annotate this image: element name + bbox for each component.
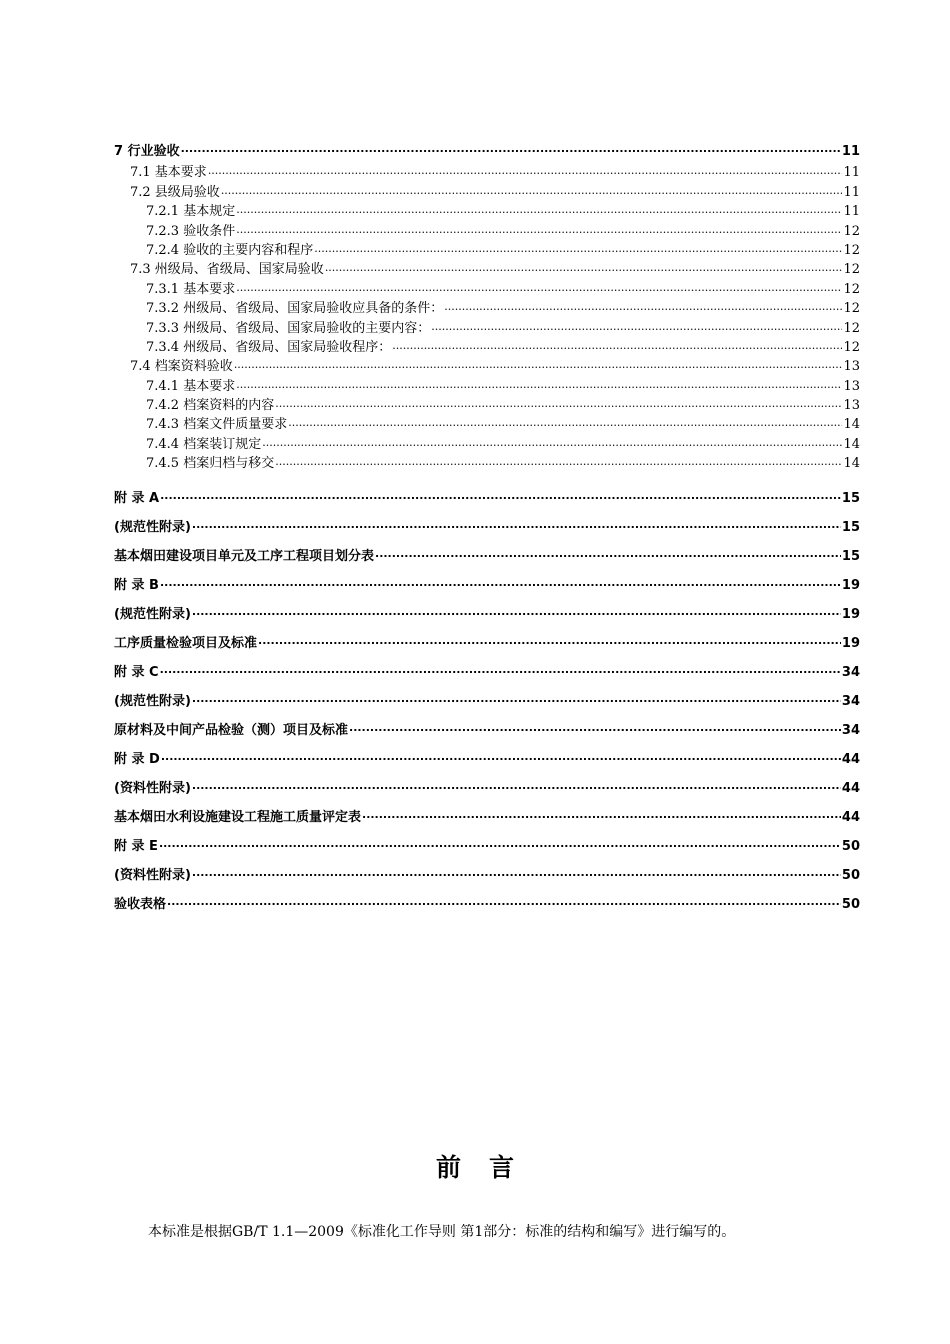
- toc-entry-label: 附 录 A: [114, 491, 160, 507]
- toc-entry-page: 19: [841, 578, 860, 594]
- toc-entry-page: 11: [843, 204, 860, 220]
- toc-entry-label: 7.3.4 州级局、省级局、国家局验收程序：: [146, 339, 392, 355]
- toc-entry-label: 7.4.4 档案装订规定: [146, 436, 262, 452]
- toc-entry-page: 12: [843, 242, 860, 258]
- toc-entry-label: 7.3.1 基本要求: [146, 281, 236, 297]
- toc-leader-dots: [160, 488, 841, 510]
- toc-entry-subsection[interactable]: [114, 163, 860, 182]
- toc-entry-label: 7.2.1 基本规定: [146, 204, 236, 220]
- toc-entry-subsection[interactable]: [114, 202, 860, 221]
- toc-leader-dots: [258, 633, 841, 655]
- toc-entry-label: 7.4.2 档案资料的内容: [146, 398, 275, 414]
- toc-entry-label: (规范性附录): [114, 607, 191, 623]
- toc-entry-label: 基本烟田水利设施建设工程施工质量评定表: [114, 810, 362, 826]
- toc-entry-label: 7.2.3 验收条件: [146, 223, 236, 239]
- toc-leader-dots: [314, 241, 842, 260]
- toc-leader-dots: [181, 141, 841, 163]
- toc-leader-dots: [275, 454, 842, 473]
- table-of-contents: [114, 136, 860, 916]
- toc-entry-appendix[interactable]: [114, 887, 860, 916]
- toc-leader-dots: [192, 865, 841, 887]
- toc-entry-subsection[interactable]: [114, 338, 860, 357]
- toc-leader-dots: [159, 836, 841, 858]
- toc-entry-label: 附 录 B: [114, 578, 159, 594]
- toc-entry-subsection[interactable]: [114, 279, 860, 298]
- toc-entry-label: 7.4.5 档案归档与移交: [146, 456, 275, 472]
- toc-leader-dots: [234, 357, 843, 376]
- preface-title: 前言: [435, 1153, 542, 1182]
- toc-entry-label: 7.2.4 验收的主要内容和程序: [146, 242, 314, 258]
- toc-leader-dots: [288, 415, 842, 434]
- toc-entry-page: 12: [843, 301, 860, 317]
- toc-leader-dots: [192, 604, 841, 626]
- toc-entry-appendix[interactable]: [114, 742, 860, 771]
- toc-leader-dots: [236, 222, 842, 241]
- toc-entry-subsection[interactable]: [114, 357, 860, 376]
- toc-entry-appendix[interactable]: [114, 539, 860, 568]
- toc-entry-page: 13: [843, 398, 860, 414]
- toc-entry-page: 50: [841, 897, 860, 913]
- toc-leader-dots: [167, 894, 841, 916]
- toc-entry-subsection[interactable]: [114, 434, 860, 453]
- toc-entry-label: 7.4.3 档案文件质量要求: [146, 417, 288, 433]
- toc-entry-appendix[interactable]: [114, 684, 860, 713]
- toc-entry-appendix[interactable]: [114, 626, 860, 655]
- toc-leader-dots: [236, 202, 842, 221]
- toc-entry-page: 11: [843, 165, 860, 181]
- toc-entry-label: 7.4.1 基本要求: [146, 378, 236, 394]
- toc-entry-subsection[interactable]: [114, 221, 860, 240]
- toc-entry-subsection[interactable]: [114, 318, 860, 337]
- toc-leader-dots: [192, 517, 841, 539]
- toc-entry-page: 11: [843, 184, 860, 200]
- toc-entry-label: 7.2 县级局验收: [130, 184, 220, 200]
- toc-entry-page: 12: [843, 339, 860, 355]
- toc-entry-page: 12: [843, 262, 860, 278]
- preface-paragraph: 本标准是根据GB/T 1.1—2009《标准化工作导则 第1部分：标准的结构和编写》进行编写的。: [148, 1224, 736, 1240]
- toc-entry-label: 7.4 档案资料验收: [130, 359, 233, 375]
- toc-leader-dots: [392, 338, 842, 357]
- toc-entry-page: 12: [843, 281, 860, 297]
- toc-leader-dots: [375, 546, 841, 568]
- toc-entry-appendix[interactable]: [114, 655, 860, 684]
- toc-entry-label: 附 录 E: [114, 839, 158, 855]
- toc-leader-dots: [444, 299, 842, 318]
- toc-leader-dots: [236, 377, 842, 396]
- toc-leader-dots: [221, 183, 843, 202]
- toc-entry-appendix[interactable]: [114, 858, 860, 887]
- toc-entry-appendix[interactable]: [114, 597, 860, 626]
- toc-entry-subsection[interactable]: [114, 260, 860, 279]
- toc-entry-label: 工序质量检验项目及标准: [114, 636, 258, 652]
- toc-entry-appendix[interactable]: [114, 800, 860, 829]
- toc-entry-page: 14: [843, 456, 860, 472]
- toc-entry-subsection[interactable]: [114, 396, 860, 415]
- toc-leader-dots: [275, 396, 842, 415]
- toc-entry-page: 12: [843, 320, 860, 336]
- toc-entry-appendix[interactable]: [114, 771, 860, 800]
- toc-leader-dots: [431, 319, 842, 338]
- toc-entry-page: 13: [843, 359, 860, 375]
- toc-entry-label: 基本烟田建设项目单元及工序工程项目划分表: [114, 549, 375, 565]
- toc-leader-dots: [236, 280, 842, 299]
- toc-entry-label: 7.3.3 州级局、省级局、国家局验收的主要内容：: [146, 320, 431, 336]
- toc-entry-appendix[interactable]: [114, 829, 860, 858]
- toc-entry-page: 13: [843, 378, 860, 394]
- toc-leader-dots: [192, 691, 841, 713]
- toc-entry-label: 验收表格: [114, 897, 167, 913]
- toc-entry-page: 14: [843, 417, 860, 433]
- toc-entry-chapter-7[interactable]: [114, 136, 860, 163]
- toc-entry-label: (规范性附录): [114, 520, 191, 536]
- toc-entry-page: 12: [843, 223, 860, 239]
- toc-entry-page: 11: [841, 144, 860, 159]
- toc-leader-dots: [160, 662, 841, 684]
- toc-entry-subsection[interactable]: [114, 415, 860, 434]
- toc-leader-dots: [160, 575, 841, 597]
- toc-entry-label: 附 录 C: [114, 665, 159, 681]
- toc-entry-appendix[interactable]: [114, 713, 860, 742]
- toc-entry-page: 44: [841, 810, 860, 826]
- toc-leader-dots: [161, 749, 841, 771]
- toc-entry-subsection[interactable]: [114, 241, 860, 260]
- toc-entry-page: 44: [841, 752, 860, 768]
- toc-entry-label: 7.3 州级局、省级局、国家局验收: [130, 262, 324, 278]
- toc-entry-page: 34: [841, 694, 860, 710]
- toc-entry-label: (资料性附录): [114, 868, 191, 884]
- toc-entry-subsection[interactable]: [114, 182, 860, 201]
- toc-entry-appendix[interactable]: [114, 568, 860, 597]
- toc-leader-dots: [192, 778, 841, 800]
- toc-entry-subsection[interactable]: [114, 376, 860, 395]
- toc-leader-dots: [362, 807, 841, 829]
- toc-entry-page: 19: [841, 607, 860, 623]
- toc-entry-appendix[interactable]: [114, 481, 860, 510]
- toc-entry-page: 15: [841, 549, 860, 565]
- toc-entry-label: 7.1 基本要求: [130, 165, 207, 181]
- toc-entry-label: 7 行业验收: [114, 144, 180, 159]
- toc-entry-subsection[interactable]: [114, 299, 860, 318]
- toc-entry-page: 44: [841, 781, 860, 797]
- toc-entry-page: 50: [841, 868, 860, 884]
- toc-entry-label: 原材料及中间产品检验（测）项目及标准: [114, 723, 349, 739]
- toc-leader-dots: [325, 260, 843, 279]
- toc-entry-appendix[interactable]: [114, 510, 860, 539]
- toc-entry-label: 7.3.2 州级局、省级局、国家局验收应具备的条件：: [146, 301, 444, 317]
- toc-entry-page: 15: [841, 520, 860, 536]
- toc-entry-page: 34: [841, 665, 860, 681]
- toc-entry-page: 14: [843, 436, 860, 452]
- toc-entry-label: 附 录 D: [114, 752, 160, 768]
- toc-entry-subsection[interactable]: [114, 454, 860, 473]
- toc-entry-label: (规范性附录): [114, 694, 191, 710]
- toc-entry-page: 15: [841, 491, 860, 507]
- toc-entry-page: 34: [841, 723, 860, 739]
- toc-entry-label: (资料性附录): [114, 781, 191, 797]
- toc-leader-dots: [262, 435, 842, 454]
- toc-leader-dots: [208, 163, 843, 182]
- toc-entry-page: 19: [841, 636, 860, 652]
- toc-entry-page: 50: [841, 839, 860, 855]
- toc-leader-dots: [349, 720, 841, 742]
